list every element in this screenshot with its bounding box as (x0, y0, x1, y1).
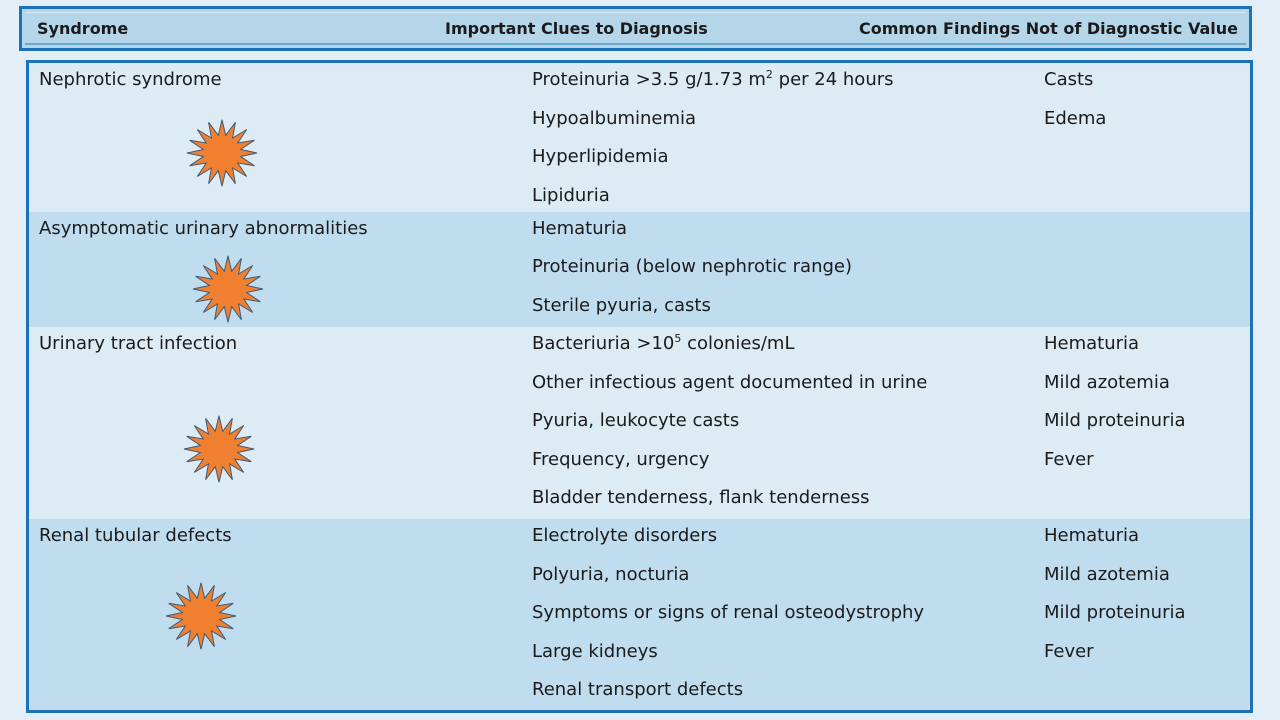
header-syndrome: Syndrome (37, 18, 129, 38)
starburst-shape (193, 255, 263, 321)
clue-text: Proteinuria >3.5 g/1.73 m (532, 69, 766, 90)
clue-text: Lipiduria (532, 184, 610, 206)
finding-item: Mild proteinuria (1044, 602, 1186, 623)
finding-item: Hematuria (1044, 525, 1140, 546)
starburst-shape (187, 120, 257, 187)
table-header (19, 6, 1252, 51)
finding-item: Casts (1044, 69, 1094, 90)
clue-text: Other infectious agent documented in urine (532, 371, 928, 393)
clue-text: Frequency, urgency (532, 448, 710, 470)
starburst-icon (182, 414, 256, 484)
clue-item (532, 450, 709, 470)
clue-text: Renal transport defects (532, 679, 744, 700)
clue-text: Hyperlipidemia (532, 146, 669, 167)
clue-item (532, 186, 610, 206)
table-group (29, 519, 1250, 712)
header-findings: Common Findings Not of Diagnostic Value (859, 18, 1238, 38)
header-clues: Important Clues to Diagnosis (445, 18, 708, 38)
clue-item (532, 109, 696, 129)
starburst-shape (184, 416, 254, 483)
finding-item: Mild proteinuria (1044, 410, 1186, 431)
clue-text: Pyuria, leukocyte casts (532, 410, 740, 431)
clue-text: Polyuria, nocturia (532, 563, 690, 585)
starburst-icon (164, 581, 238, 651)
clue-item (532, 373, 927, 393)
clue-item (532, 219, 627, 239)
clue-superscript: 5 (674, 332, 682, 345)
table-group (29, 327, 1250, 520)
clue-text-tail: colonies/mL (681, 333, 795, 354)
clue-item (532, 257, 852, 277)
table-group (29, 212, 1250, 328)
clue-text: Bladder tenderness, flank tenderness (532, 487, 870, 508)
finding-item: Edema (1044, 107, 1107, 129)
finding-item: Hematuria (1044, 333, 1140, 354)
syndrome-name: Asymptomatic urinary abnormalities (39, 217, 368, 239)
clue-text: Sterile pyuria, casts (532, 294, 711, 316)
clue-item (532, 296, 711, 316)
clue-text: Large kidneys (532, 640, 658, 662)
clue-item (532, 642, 658, 662)
finding-item: Mild azotemia (1044, 563, 1170, 585)
table-header-inner (25, 12, 1246, 45)
starburst-shape (166, 583, 236, 650)
finding-item: Fever (1044, 640, 1094, 662)
table-group (29, 63, 1250, 217)
clue-text: Hematuria (532, 217, 628, 239)
clue-item (532, 680, 743, 700)
clue-item (532, 147, 669, 167)
syndrome-name: Urinary tract infection (39, 333, 238, 354)
clue-item (532, 603, 924, 623)
clue-text: Bacteriuria >10 (532, 333, 675, 354)
table-body (26, 60, 1253, 713)
clue-text: Hypoalbuminemia (532, 107, 697, 129)
finding-item: Fever (1044, 448, 1094, 470)
clue-superscript: 2 (765, 68, 773, 81)
syndrome-name: Renal tubular defects (39, 525, 232, 546)
syndrome-name: Nephrotic syndrome (39, 69, 222, 90)
clue-item (532, 488, 870, 508)
clue-item (532, 70, 894, 90)
clue-text: Symptoms or signs of renal osteodystrophy (532, 602, 925, 623)
clue-text-tail: per 24 hours (772, 69, 894, 90)
starburst-icon (185, 118, 259, 188)
clue-item (532, 565, 689, 585)
clue-item (532, 411, 739, 431)
clue-item (532, 526, 717, 546)
clue-text: Electrolyte disorders (532, 525, 718, 546)
starburst-icon (191, 254, 265, 324)
finding-item: Mild azotemia (1044, 371, 1170, 393)
clue-text: Proteinuria (below nephrotic range) (532, 256, 853, 277)
clue-item (532, 334, 795, 354)
